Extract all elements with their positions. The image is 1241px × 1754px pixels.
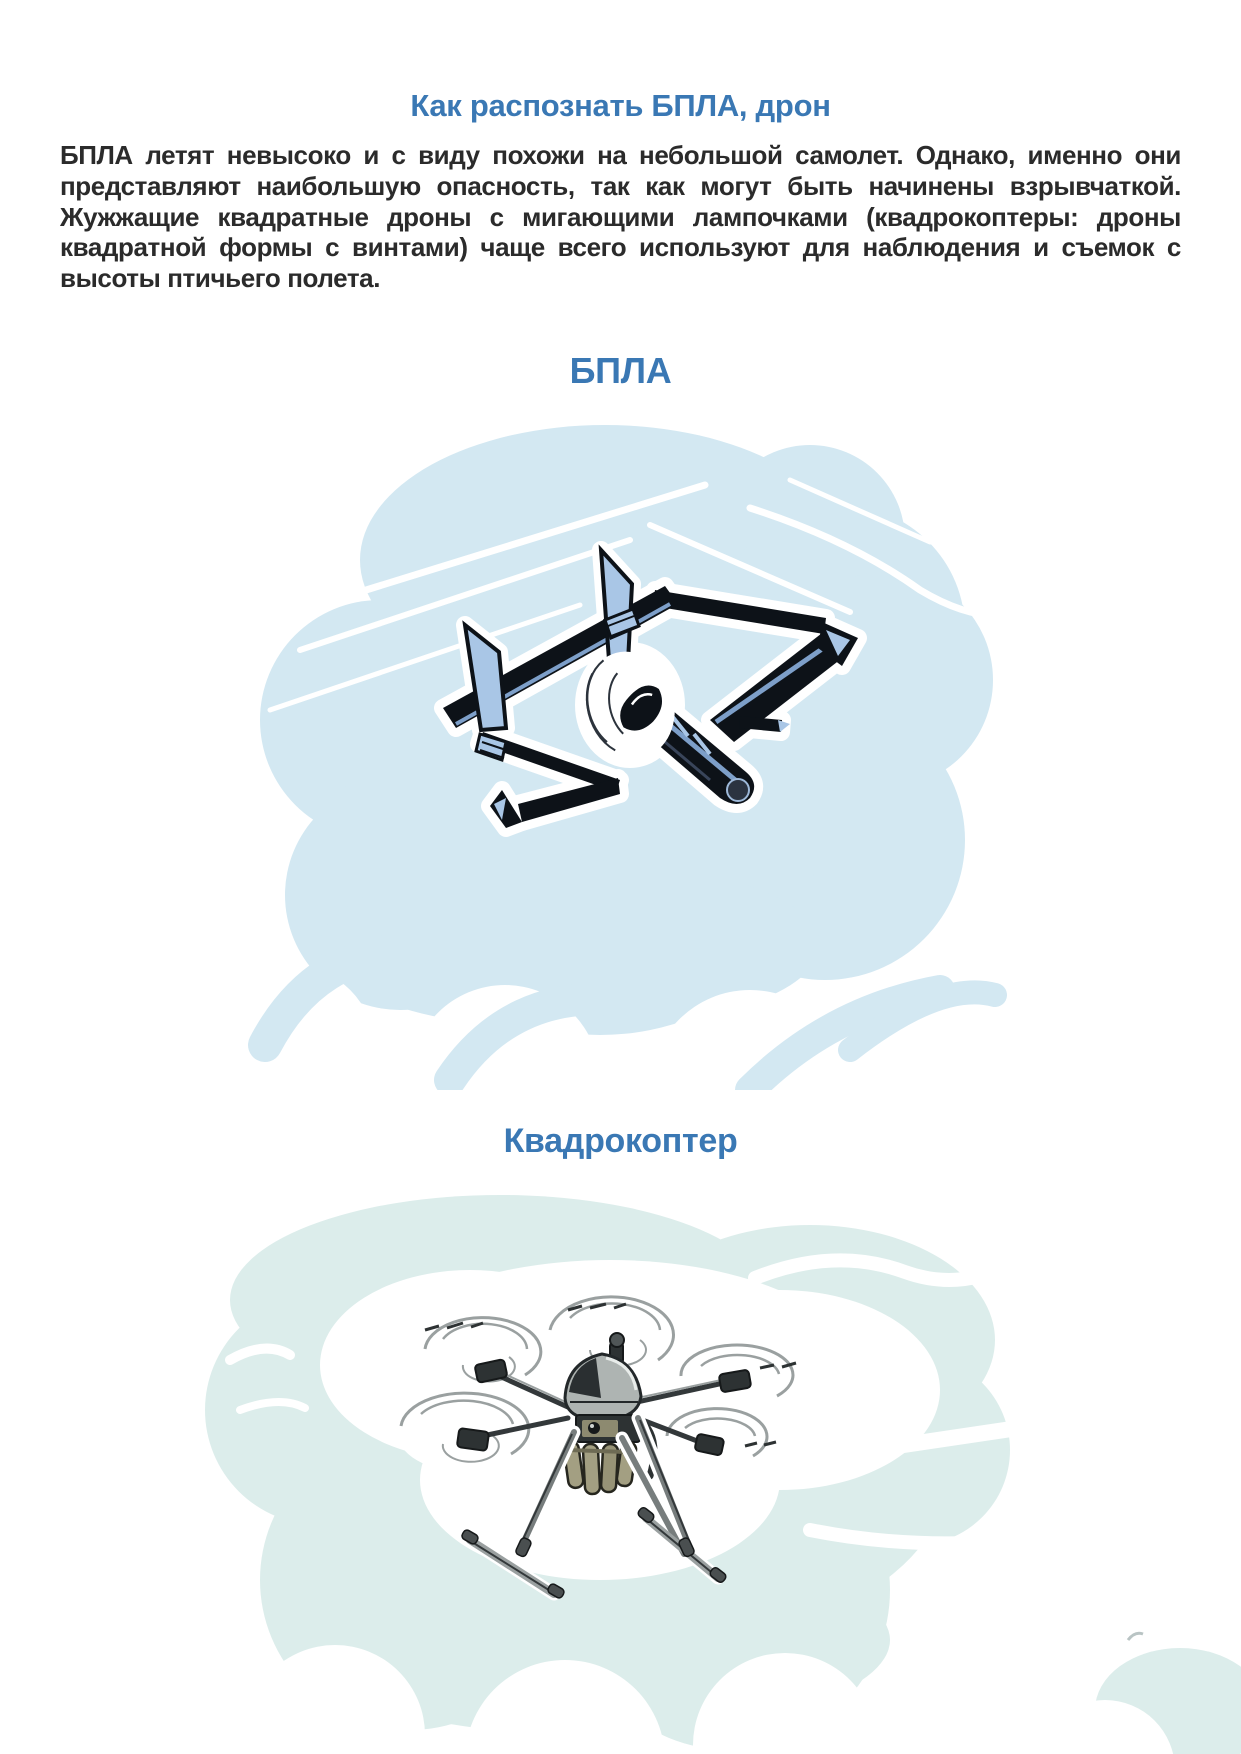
section-heading-uav: БПЛА [569,350,672,391]
section-heading-quadcopter: Квадрокоптер [503,1122,738,1160]
intro-paragraph: БПЛА летят невысоко и с виду похожи на небольшой самолет. Однако, именно они представляют наибольшую опасность, так как могут быть начинены взрывчаткой. Жужжащие квадратные дроны с мигающими лампочками (квадрокоптеры: дроны квадратной формы с винтами) чаще всего используют для наблюдения и съемок с высоты птичьего полета. [60,140,1181,294]
quad-gimbal-panel [582,1420,618,1437]
page-title: Как распознать БПЛА, дрон [410,88,831,123]
quad-camera-lens [588,1422,600,1434]
quad-top-rotor-cap [610,1333,624,1347]
uav-tail-opening [727,779,749,801]
quad-cloud-tick [1128,1633,1143,1640]
quadcopter-illustration [170,1150,1241,1754]
fixed-wing-uav-illustration [150,390,1090,1090]
